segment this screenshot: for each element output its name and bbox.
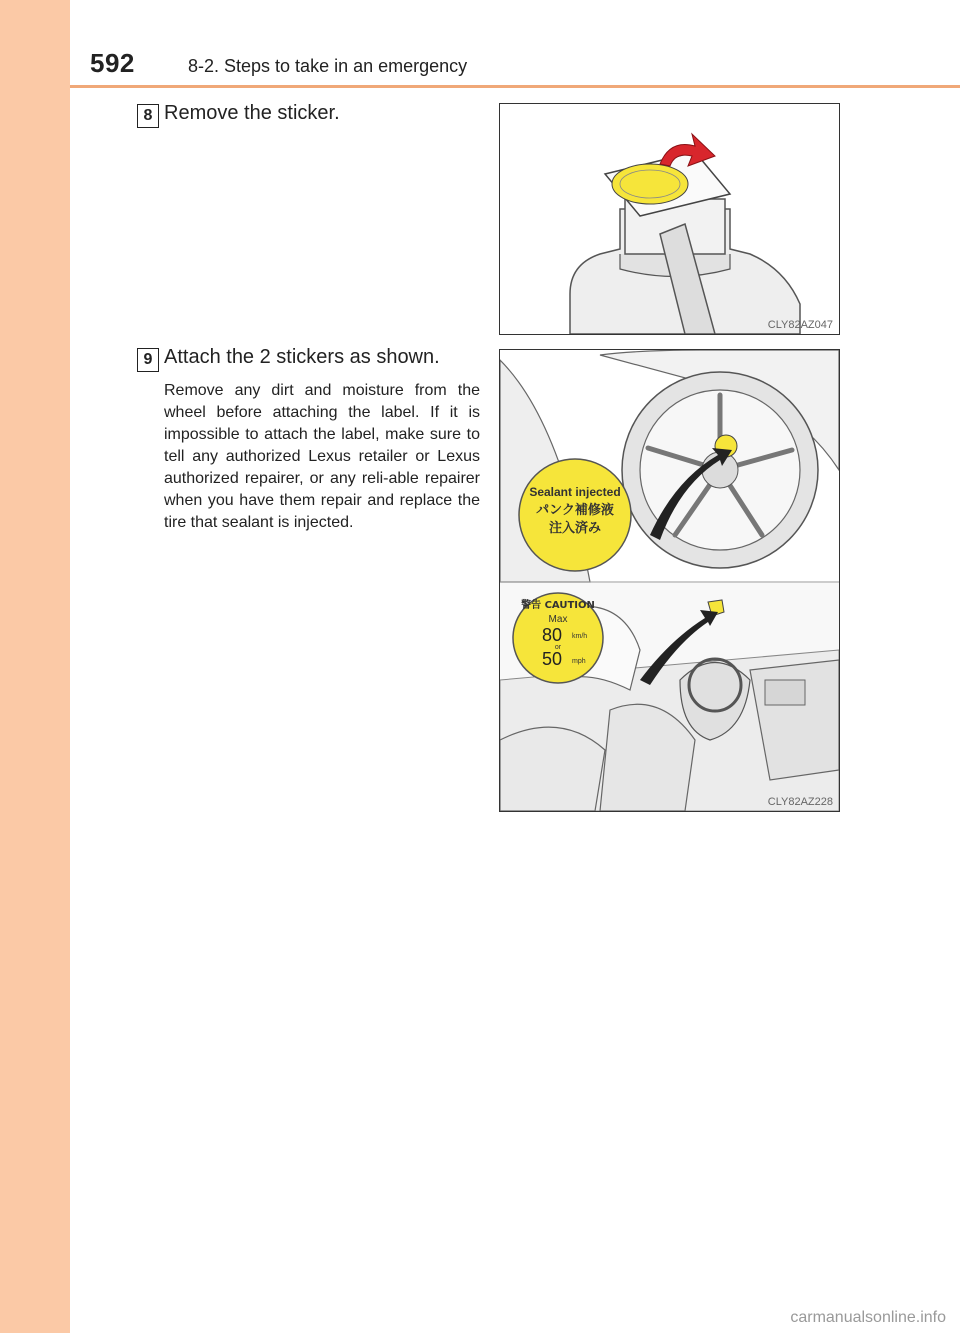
step-9-note: Remove any dirt and moisture from the wheel before attaching the label. If it is impossible to attach the label, make sure to tell any authorized Lexus retailer or Lexus authorized repairer, or any reli-able repairer when you have them repair and replace the tire that sealant is injected. [164, 382, 480, 531]
step-number-9: 9 [137, 348, 159, 372]
caution-sticker-title: 警告 CAUTION [521, 600, 595, 611]
step-8-text: Remove the sticker. [164, 102, 340, 124]
figure-attach-stickers [499, 349, 840, 812]
header-divider [70, 85, 960, 88]
figure-remove-sticker [499, 103, 840, 335]
section-title: 8-2. Steps to take in an emergency [188, 56, 468, 76]
sealant-sticker-line1: Sealant injected [529, 485, 621, 499]
caution-sticker-mph-unit: mph [572, 658, 586, 665]
sealant-sticker-line2: パンク補修液 [536, 503, 614, 518]
caution-sticker-kmh-unit: km/h [572, 633, 588, 640]
figure-code: CLY82AZ228 [767, 796, 833, 808]
caution-sticker-or: or [554, 644, 562, 651]
step-9-text: Attach the 2 stickers as shown. [164, 346, 440, 368]
side-color-band [0, 0, 70, 1333]
figure-code: CLY82AZ047 [767, 319, 833, 331]
bottle-sticker-illustration [500, 104, 839, 334]
stickers-placement-illustration [500, 350, 839, 811]
caution-sticker-kmh-value: 80 [541, 625, 563, 645]
page-number: 592 [90, 48, 135, 78]
caution-sticker-max: Max [548, 614, 568, 625]
sealant-sticker-line3: 注入済み [548, 521, 602, 536]
caution-sticker-mph-value: 50 [541, 649, 563, 669]
watermark: carmanualsonline.info [790, 1309, 946, 1326]
step-number-8: 8 [137, 104, 159, 128]
